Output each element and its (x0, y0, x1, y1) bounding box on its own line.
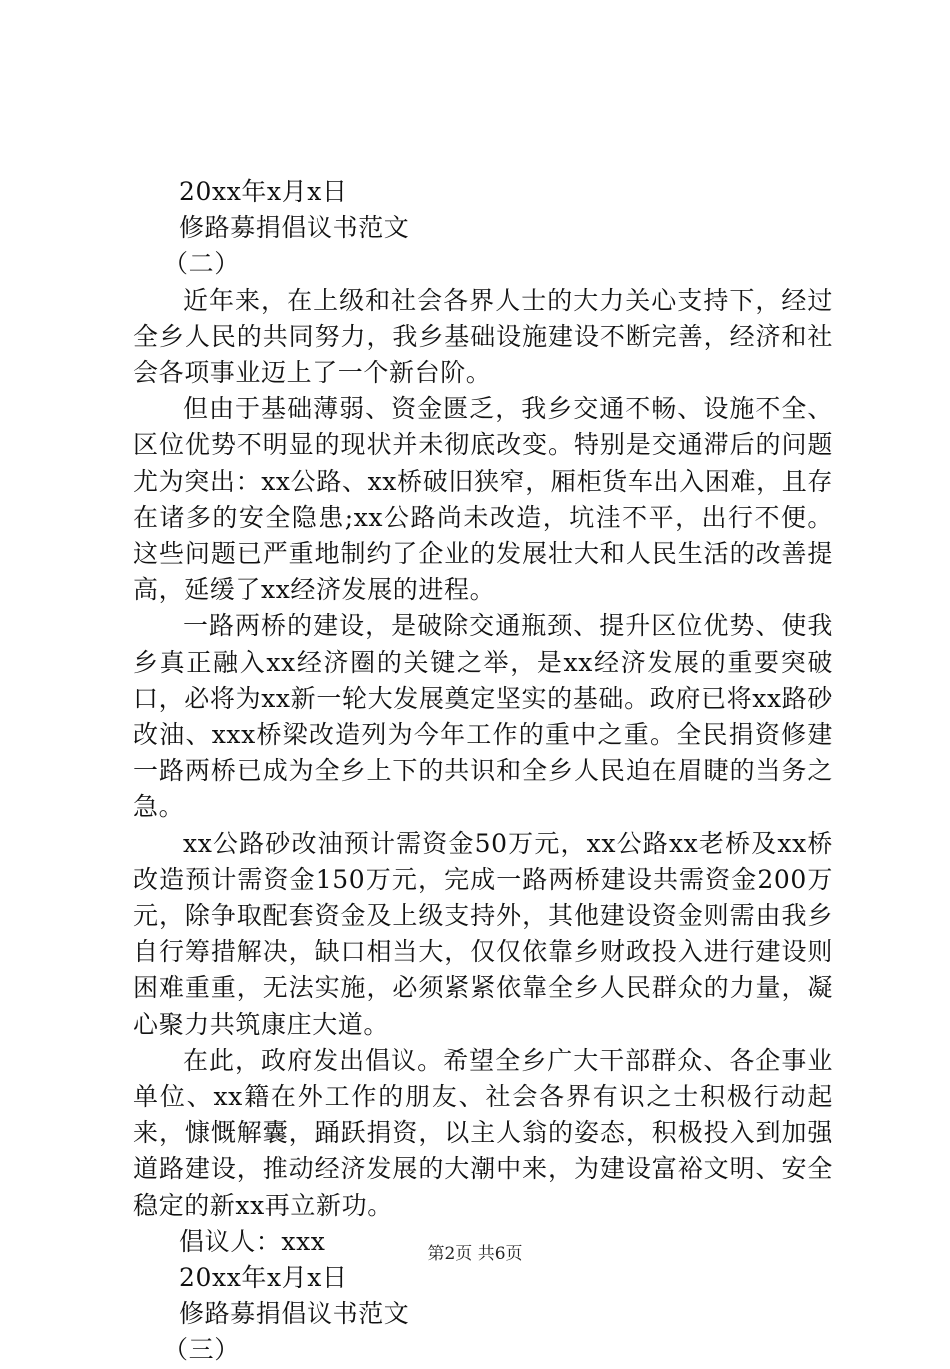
paragraph-problems: 但由于基础薄弱、资金匮乏，我乡交通不畅、设施不全、区位优势不明显的现状并未彻底改变。特别是交通滞后的问题尤为突出：xx公路、xx桥破旧狭窄，厢柜货车出入困难，且存在诸多的安全隐患;xx公路尚未改造，坑洼不平，出行不便。这些问题已严重地制约了企业的发展壮大和人民生活的改善提高，延缓了xx经济发展的进程。 (133, 394, 833, 605)
paragraph-appeal: 在此，政府发出倡议。希望全乡广大干部群众、各企事业单位、xx籍在外工作的朋友、社会各界有识之士积极行动起来，慷慨解囊，踊跃捐资，以主人翁的姿态，积极投入到加强道路建设，推动经济发展的大潮中来，为建设富裕文明、安全稳定的新xx再立新功。 (133, 1045, 833, 1220)
section-title: 修路募捐倡议书范文 (179, 213, 410, 243)
date-line: 20xx年x月x日 (179, 177, 348, 206)
paragraph-intro: 近年来，在上级和社会各界人士的大力关心支持下，经过全乡人民的共同努力，我乡基础设施建设不断完善，经济和社会各项事业迈上了一个新台阶。 (133, 285, 833, 387)
page-footer: 第2页 共6页 (427, 1244, 523, 1264)
section-number: （二） (163, 249, 240, 279)
document-body (133, 174, 833, 1369)
initiator-line: 倡议人：xxx (179, 1226, 326, 1256)
date-line-bottom: 20xx年x月x日 (179, 1263, 348, 1293)
paragraph-construction: 一路两桥的建设，是破除交通瓶颈、提升区位优势、使我乡真正融入xx经济圈的关键之举，是xx经济发展的重要突破口，必将为xx新一轮大发展奠定坚实的基础。政府已将xx路砂改油、xxx桥梁改造列为今年工作的重中之重。全民捐资修建一路两桥已成为全乡上下的共识和全乡人民迫在眉睫的当务之急。 (133, 611, 833, 822)
paragraph-funding: xx公路砂改油预计需资金50万元，xx公路xx老桥及xx桥改造预计需资金150万元，完成一路两桥建设共需资金200万元，除争取配套资金及上级支持外，其他建设资金则需由我乡自行筹措解决，缺口相当大，仅仅依靠乡财政投入进行建设则困难重重，无法实施，必须紧紧依靠全乡人民群众的力量，凝心聚力共筑康庄大道。 (133, 828, 833, 1039)
section-title-bottom: 修路募捐倡议书范文 (179, 1299, 410, 1329)
section-number-bottom: （三） (163, 1335, 240, 1365)
